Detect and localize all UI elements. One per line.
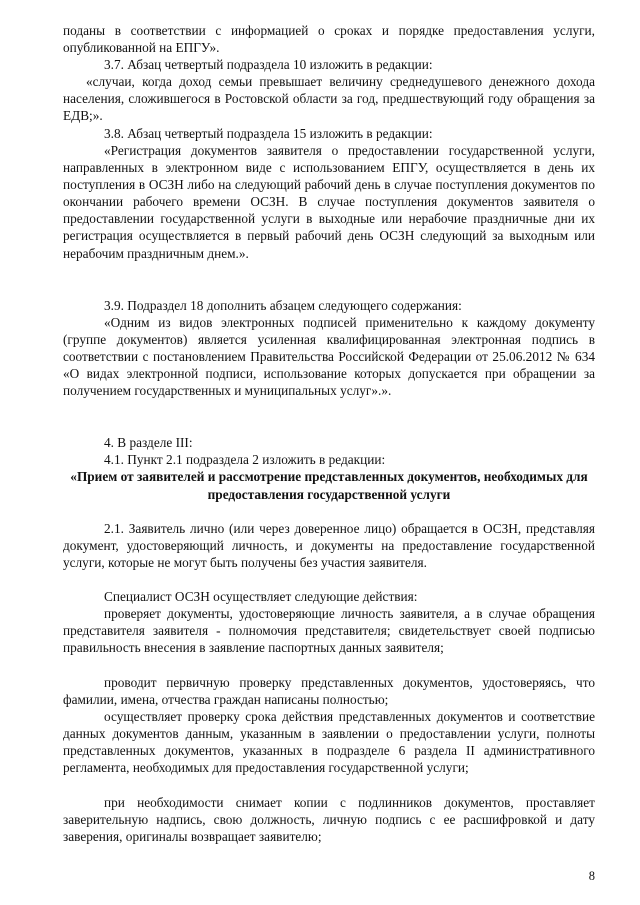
paragraph-section-4: 4. В разделе III: [104, 435, 193, 450]
section-heading: «Прием от заявителей и рассмотрение представленных документов, необходимых для предоставления государственной услуги [70, 469, 588, 502]
paragraph-specialist: Специалист ОСЗН осуществляет следующие действия: [104, 589, 418, 604]
paragraph-2-1: 2.1. Заявитель лично (или через доверенное лицо) обращается в ОСЗН, представляя документ, удостоверяющий личность, и документы на предоставление государственной услуги, которые не могут быть получены без участия заявителя. [63, 521, 595, 571]
paragraph-quote-registration: «Регистрация документов заявителя о предоставлении государственной услуги, направленных в электронном виде с использованием ЕПГУ, осуществляется в день их поступления в ОСЗН либо на следующий рабочий день в случае поступления документов по окончании рабочего времени ОСЗН. В случае поступления документов заявителя о предоставлении государственной услуги в выходные или нерабочие праздничные дни их регистрация осуществляется в первый рабочий день ОСЗН следующий за выходным или нерабочим праздничным днем.». [63, 143, 595, 261]
paragraph-validity-check: осуществляет проверку срока действия представленных документов и соответствие данных документов данным, указанным в заявлении о предоставлении услуги, полноты представленных документов, указанных в подразделе 6 раздела II административного регламента, необходимых для предоставления государственной услуги; [63, 709, 595, 776]
paragraph-3-7: 3.7. Абзац четвертый подраздела 10 изложить в редакции: [104, 57, 433, 72]
paragraph-4-1: 4.1. Пункт 2.1 подраздела 2 изложить в редакции: [104, 452, 386, 467]
paragraph-3-8: 3.8. Абзац четвертый подраздела 15 изложить в редакции: [104, 126, 433, 141]
paragraph-checks-identity: проверяет документы, удостоверяющие личность заявителя, а в случае обращения представителя заявителя - полномочия представителя; свидетельствует своей подписью правильность внесения в заявление паспортных данных заявителя; [63, 606, 595, 656]
paragraph-quote-cases: «случаи, когда доход семьи превышает величину среднедушевого денежного дохода населения, сложившегося в Ростовской области за год, предшествующий году обращения за ЕДВ;». [63, 74, 595, 124]
paragraph-3-9: 3.9. Подраздел 18 дополнить абзацем следующего содержания: [104, 298, 462, 313]
page-number: 8 [588, 869, 595, 883]
paragraph-primary-check: проводит первичную проверку представленных документов, удостоверяясь, что фамилии, имена, отчества граждан написаны полностью; [63, 675, 595, 708]
paragraph-copies: при необходимости снимает копии с подлинников документов, проставляет заверительную надпись, свою должность, личную подпись с ее расшифровкой и дату заверения, оригиналы возвращает заявителю; [63, 795, 595, 845]
paragraph-continuation: поданы в соответствии с информацией о сроках и порядке предоставления услуги, опубликованной на ЕПГУ». [63, 23, 595, 56]
paragraph-quote-signature: «Одним из видов электронных подписей применительно к каждому документу (группе документов) является усиленная квалифицированная электронная подпись в соответствии с постановлением Правительства Российской Федерации от 25.06.2012 № 634 «О видах электронной подписи, использование которых допускается при обращении за получением государственных и муниципальных услуг».». [63, 315, 595, 399]
